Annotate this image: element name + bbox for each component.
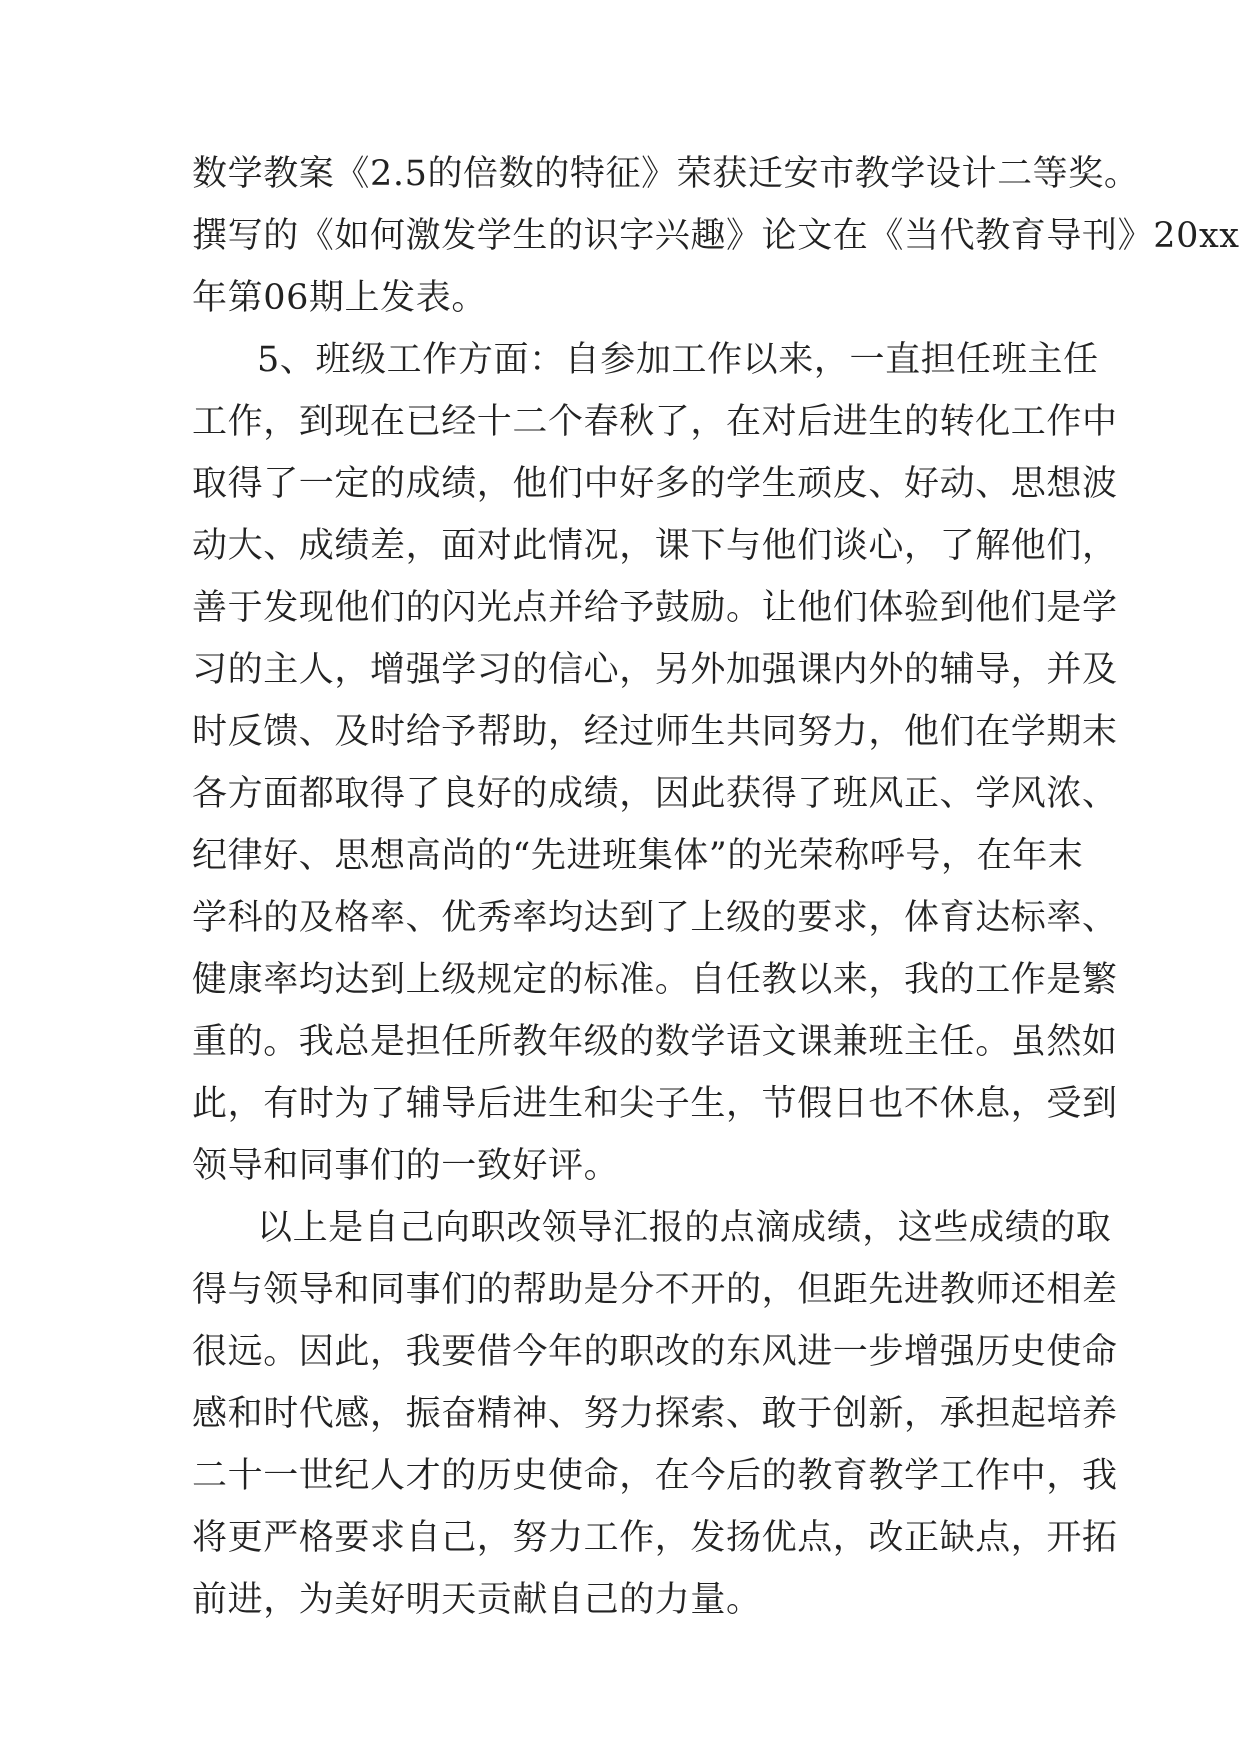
text-line: 工作，到现在已经十二个春秋了，在对后进生的转化工作中 (192, 402, 1118, 442)
text-line: 重的。我总是担任所教年级的数学语文课兼班主任。虽然如 (192, 1022, 1118, 1062)
text-line: 善于发现他们的闪光点并给予鼓励。让他们体验到他们是学 (192, 588, 1118, 628)
text-line: 各方面都取得了良好的成绩，因此获得了班风正、学风浓、 (192, 774, 1118, 814)
text-line: 取得了一定的成绩，他们中好多的学生顽皮、好动、思想波 (192, 464, 1118, 504)
text-line: 前进，为美好明天贡献自己的力量。 (192, 1580, 762, 1620)
text-line: 得与领导和同事们的帮助是分不开的，但距先进教师还相差 (192, 1270, 1118, 1310)
text-line: 将更严格要求自己，努力工作，发扬优点，改正缺点，开拓 (192, 1518, 1118, 1558)
text-line: 感和时代感，振奋精神、努力探索、敢于创新，承担起培养 (192, 1394, 1118, 1434)
text-line: 很远。因此，我要借今年的职改的东风进一步增强历史使命 (192, 1332, 1118, 1372)
text-line: 二十一世纪人才的历史使命，在今后的教育教学工作中，我 (192, 1456, 1118, 1496)
text-line: 年第06期上发表。 (192, 278, 487, 318)
text-line: 健康率均达到上级规定的标准。自任教以来，我的工作是繁 (192, 960, 1118, 1000)
text-line: 撰写的《如何激发学生的识字兴趣》论文在《当代教育导刊》20xx (192, 216, 1240, 256)
text-line: 动大、成绩差，面对此情况，课下与他们谈心，了解他们， (192, 526, 1118, 566)
paragraph-first-line: 以上是自己向职改领导汇报的点滴成绩，这些成绩的取 (257, 1208, 1112, 1248)
text-line: 纪律好、思想高尚的“先进班集体”的光荣称呼号，在年末 (192, 836, 1084, 876)
text-line: 时反馈、及时给予帮助，经过师生共同努力，他们在学期末 (192, 712, 1118, 752)
text-line: 此，有时为了辅导后进生和尖子生，节假日也不休息，受到 (192, 1084, 1118, 1124)
text-line: 数学教案《2.5的倍数的特征》荣获迁安市教学设计二等奖。 (192, 154, 1140, 194)
paragraph-first-line: 5、班级工作方面：自参加工作以来，一直担任班主任 (257, 340, 1099, 380)
text-line: 领导和同事们的一致好评。 (192, 1146, 620, 1186)
text-line: 学科的及格率、优秀率均达到了上级的要求，体育达标率、 (192, 898, 1118, 938)
text-line: 习的主人，增强学习的信心，另外加强课内外的辅导，并及 (192, 650, 1118, 690)
